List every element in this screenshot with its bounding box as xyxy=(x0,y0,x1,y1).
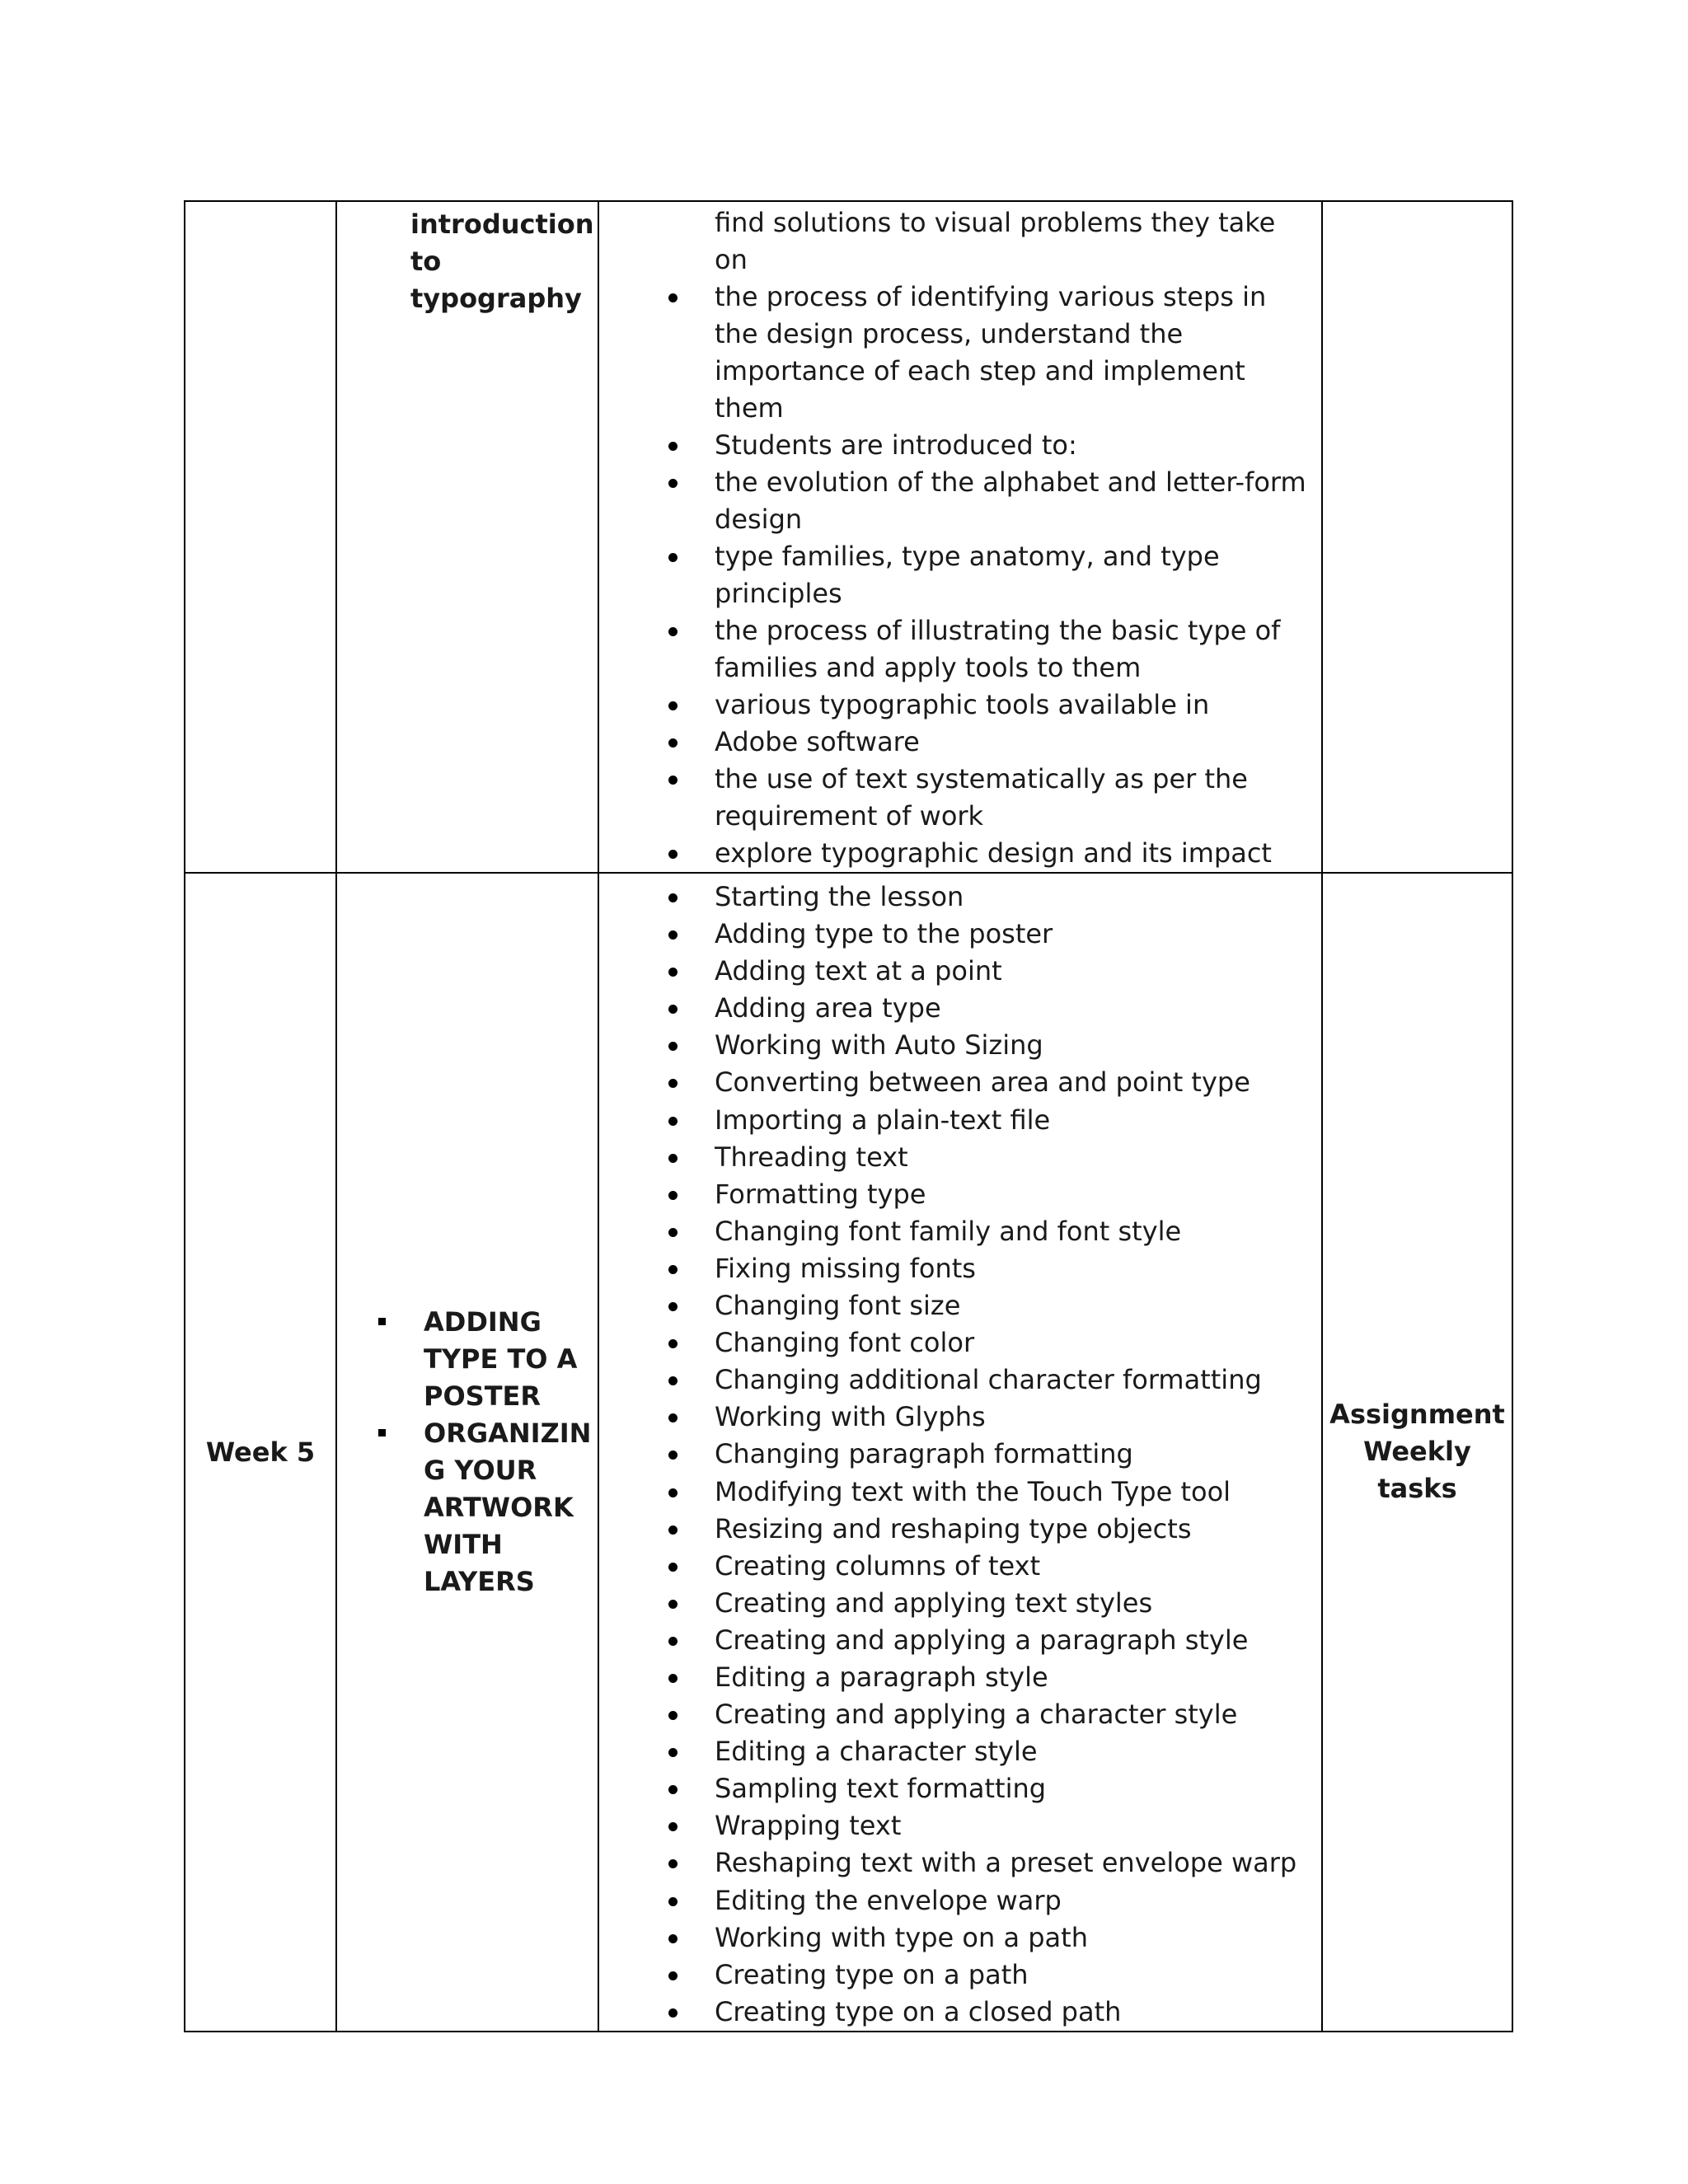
topic-list xyxy=(337,1304,598,1601)
list-item: Adding area type xyxy=(599,990,1313,1027)
list-item: Working with Glyphs xyxy=(599,1399,1313,1436)
list-item: explore typographic design and its impact xyxy=(599,835,1313,872)
list-item: Adding type to the poster xyxy=(599,916,1313,953)
list-item: Editing a character style xyxy=(599,1733,1313,1770)
list-item: Formatting type xyxy=(599,1176,1313,1213)
topic-item: ADDING TYPE TO A POSTER xyxy=(337,1304,598,1415)
table-row xyxy=(185,201,1512,873)
list-item: Changing font family and font style xyxy=(599,1213,1313,1250)
week-cell xyxy=(185,201,336,873)
list-item: Converting between area and point type xyxy=(599,1064,1313,1101)
list-item: the use of text systematically as per the requirement of work xyxy=(599,761,1313,835)
content-cell xyxy=(598,873,1322,2032)
list-item: Threading text xyxy=(599,1139,1313,1176)
list-item: Editing the envelope warp xyxy=(599,1882,1313,1919)
topic-item: ORGANIZIN G YOUR ARTWORK WITH LAYERS xyxy=(337,1415,598,1601)
topic-cell xyxy=(336,201,598,873)
list-item: Adding text at a point xyxy=(599,953,1313,990)
list-item: Changing font color xyxy=(599,1324,1313,1361)
assessment-line: tasks xyxy=(1377,1473,1457,1505)
list-item: Creating columns of text xyxy=(599,1548,1313,1585)
assessment-cell xyxy=(1322,873,1512,2032)
list-item: Fixing missing fonts xyxy=(599,1250,1313,1287)
course-plan-table xyxy=(184,200,1513,2032)
list-item: the evolution of the alphabet and letter-form design xyxy=(599,464,1313,538)
list-item: Starting the lesson xyxy=(599,879,1313,916)
assessment-line: Weekly xyxy=(1363,1436,1471,1468)
content-list xyxy=(599,874,1313,2031)
assessment-cell xyxy=(1322,201,1512,873)
week-cell: Week 5 xyxy=(185,873,336,2032)
list-item: the process of identifying various steps in the design process, understand the importance of each step and implement them xyxy=(599,279,1313,427)
table-row xyxy=(185,873,1512,2032)
list-item: Editing a paragraph style xyxy=(599,1659,1313,1696)
list-item: Sampling text formatting xyxy=(599,1770,1313,1807)
assessment-line: Assignment xyxy=(1329,1399,1505,1431)
list-item: Wrapping text xyxy=(599,1807,1313,1844)
list-item: Adobe software xyxy=(599,724,1313,761)
list-item: Creating type on a path xyxy=(599,1957,1313,1994)
list-item: find solutions to visual problems they take on xyxy=(715,207,1276,275)
list-item: type families, type anatomy, and type principles xyxy=(599,538,1313,612)
list-item: Creating type on a closed path xyxy=(599,1994,1313,2031)
list-item: Resizing and reshaping type objects xyxy=(599,1511,1313,1548)
topic-title: introduction to typography xyxy=(410,209,594,314)
list-item: Importing a plain-text file xyxy=(599,1102,1313,1139)
list-item: Changing additional character formatting xyxy=(599,1361,1313,1399)
list-item: Creating and applying a character style xyxy=(599,1696,1313,1733)
list-item: Creating and applying a paragraph style xyxy=(599,1622,1313,1659)
content-list xyxy=(599,202,1313,872)
list-item: Working with type on a path xyxy=(599,1919,1313,1957)
content-cell xyxy=(598,201,1322,873)
list-item: Working with Auto Sizing xyxy=(599,1027,1313,1064)
list-item: Changing paragraph formatting xyxy=(599,1436,1313,1473)
list-item: Changing font size xyxy=(599,1287,1313,1324)
list-item: Modifying text with the Touch Type tool xyxy=(599,1474,1313,1511)
topic-cell xyxy=(336,873,598,2032)
list-item: Reshaping text with a preset envelope warp xyxy=(599,1844,1313,1882)
list-item: Creating and applying text styles xyxy=(599,1585,1313,1622)
list-item: various typographic tools available in xyxy=(599,687,1313,724)
list-item: the process of illustrating the basic type of families and apply tools to them xyxy=(599,612,1313,687)
assessment-text xyxy=(1323,1396,1512,1507)
list-item: Students are introduced to: xyxy=(599,427,1313,464)
